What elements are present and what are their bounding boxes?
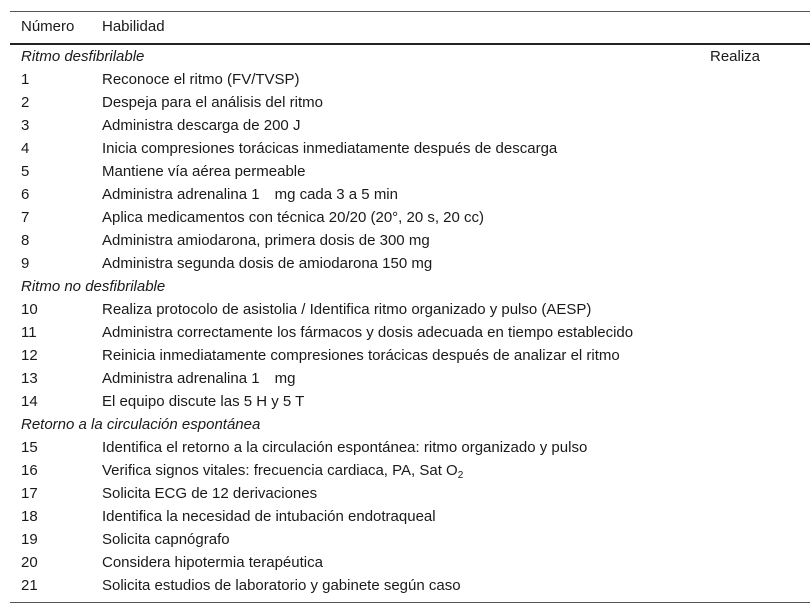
header-realiza: Realiza (710, 48, 761, 65)
table-row (10, 137, 810, 160)
row-skill-text: Mantiene vía aérea permeable (102, 163, 306, 180)
row-number: 10 (21, 301, 38, 318)
table-row (10, 91, 810, 114)
row-number: 13 (21, 370, 38, 387)
row-skill-text: Administra correctamente los fármacos y dosis adecuada en tiempo establecido (102, 324, 634, 341)
table-row (10, 160, 810, 183)
row-skill-text: Reconoce el ritmo (FV/TVSP) (102, 71, 300, 88)
table-row (10, 459, 810, 482)
row-skill-text: Administra adrenalina 1 mg (102, 370, 296, 387)
row-skill (102, 114, 300, 137)
row-skill (102, 137, 557, 160)
row-number: 4 (21, 140, 30, 157)
row-number: 21 (21, 577, 38, 594)
row-skill-text: Identifica el retorno a la circulación espontánea: ritmo organizado y pulso (102, 439, 588, 456)
row-skill-text: Administra descarga de 200 J (102, 117, 301, 134)
row-skill (102, 91, 323, 114)
table-row (10, 114, 810, 137)
row-skill-text: Realiza protocolo de asistolia / Identifica ritmo organizado y pulso (AESP) (102, 301, 592, 318)
row-skill (102, 528, 230, 551)
table-row (10, 229, 810, 252)
section-title: Ritmo desfibrilable (21, 48, 145, 65)
row-skill (102, 459, 463, 482)
row-number: 16 (21, 462, 38, 479)
row-number: 5 (21, 163, 30, 180)
row-number: 8 (21, 232, 30, 249)
row-number: 1 (21, 71, 30, 88)
row-skill (102, 252, 432, 275)
row-skill (102, 482, 317, 505)
header-habilidad: Habilidad (102, 18, 165, 35)
table-row (10, 482, 810, 505)
row-skill-text: Inicia compresiones torácicas inmediatamente después de descarga (102, 140, 558, 157)
row-skill (102, 160, 305, 183)
table-row (10, 367, 810, 390)
section-row (10, 275, 810, 298)
row-skill (102, 390, 304, 413)
row-number: 2 (21, 94, 30, 111)
table-header-row (10, 15, 810, 38)
row-skill (102, 436, 587, 459)
table-row (10, 551, 810, 574)
section-row (10, 413, 810, 436)
row-skill (102, 206, 484, 229)
row-skill-text: Administra amiodarona, primera dosis de 300 mg (102, 232, 430, 249)
section-title: Ritmo no desfibrilable (21, 278, 166, 295)
table-row (10, 574, 810, 597)
table-row (10, 206, 810, 229)
row-skill-text: Administra segunda dosis de amiodarona 150 mg (102, 255, 433, 272)
table-bottom-rule (10, 602, 810, 603)
row-skill-text: Despeja para el análisis del ritmo (102, 94, 323, 111)
table-row (10, 390, 810, 413)
row-number: 20 (21, 554, 38, 571)
section-row (10, 45, 810, 68)
header-numero: Número (21, 18, 75, 35)
table-row (10, 528, 810, 551)
row-skill (102, 505, 436, 528)
row-skill-text: Verifica signos vitales: frecuencia cardiaca, PA, Sat O (102, 462, 458, 479)
row-skill-text: El equipo discute las 5 H y 5 T (102, 393, 305, 410)
row-number: 3 (21, 117, 30, 134)
row-number: 9 (21, 255, 30, 272)
row-skill-subscript: 2 (457, 470, 464, 481)
section-title: Retorno a la circulación espontánea (21, 416, 261, 433)
row-skill-text: Considera hipotermia terapéutica (102, 554, 323, 571)
row-skill-text: Aplica medicamentos con técnica 20/20 (20°, 20 s, 20 cc) (102, 209, 485, 226)
row-skill-text: Solicita ECG de 12 derivaciones (102, 485, 318, 502)
row-skill-text: Administra adrenalina 1 mg cada 3 a 5 min (102, 186, 398, 203)
row-skill-text: Solicita capnógrafo (102, 531, 230, 548)
row-number: 18 (21, 508, 38, 525)
row-skill-text: Reinicia inmediatamente compresiones torácicas después de analizar el ritmo (102, 347, 620, 364)
table-row (10, 252, 810, 275)
table-row (10, 321, 810, 344)
row-skill (102, 183, 398, 206)
row-skill (102, 321, 633, 344)
row-number: 11 (21, 324, 37, 341)
row-number: 6 (21, 186, 30, 203)
row-skill (102, 68, 300, 91)
row-skill (102, 344, 620, 367)
row-skill (102, 551, 323, 574)
row-skill (102, 574, 461, 597)
row-number: 15 (21, 439, 38, 456)
table-row (10, 298, 810, 321)
row-number: 17 (21, 485, 38, 502)
row-skill (102, 367, 295, 390)
row-number: 7 (21, 209, 30, 226)
row-skill-text: Solicita estudios de laboratorio y gabinete según caso (102, 577, 461, 594)
table-row (10, 505, 810, 528)
row-skill-text: Identifica la necesidad de intubación endotraqueal (102, 508, 436, 525)
row-number: 19 (21, 531, 38, 548)
row-skill (102, 229, 430, 252)
row-skill (102, 298, 591, 321)
table-row (10, 436, 810, 459)
row-number: 12 (21, 347, 38, 364)
table-row (10, 183, 810, 206)
table-top-rule (10, 11, 810, 12)
table-row (10, 344, 810, 367)
row-number: 14 (21, 393, 38, 410)
table-row (10, 68, 810, 91)
